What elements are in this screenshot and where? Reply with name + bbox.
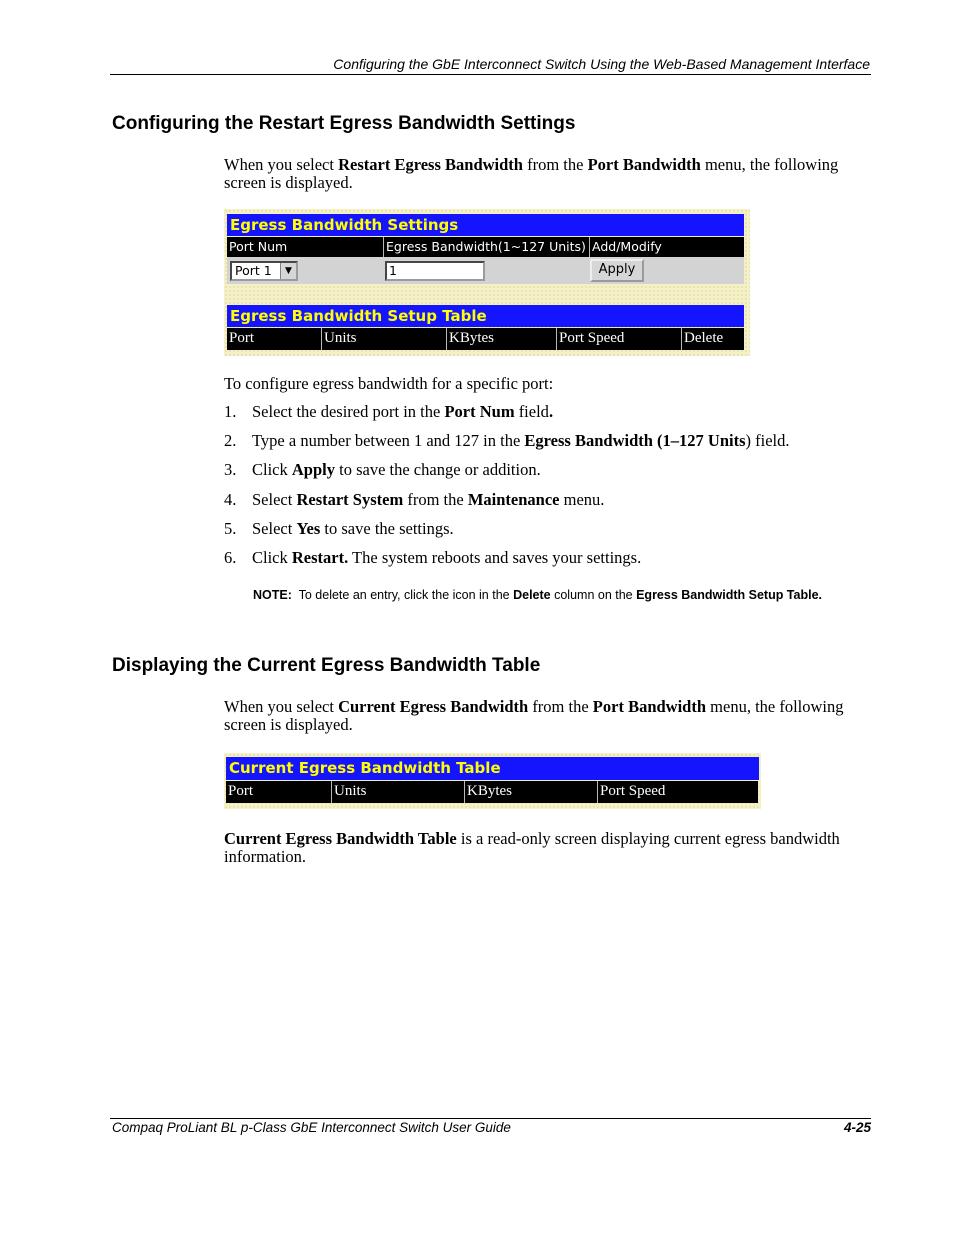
column-header-add-modify: Add/Modify (589, 237, 744, 257)
column-header-port: Port (229, 330, 255, 346)
column-header-port-speed: Port Speed (556, 328, 681, 350)
column-header-kbytes: KBytes (446, 328, 556, 350)
running-header: Configuring the GbE Interconnect Switch Using the Web-Based Management Interface (333, 56, 870, 72)
steps-list (224, 402, 790, 577)
current-table-header-row (226, 781, 758, 803)
column-header-port-num: Port Num (229, 239, 288, 254)
port-select-value: Port 1 (235, 263, 272, 278)
column-header-delete: Delete (681, 328, 744, 350)
column-header-units: Units (331, 781, 464, 803)
footer-title: Compaq ProLiant BL p-Class GbE Interconnect Switch User Guide (112, 1120, 511, 1135)
footer-rule (110, 1118, 871, 1119)
column-header-kbytes: KBytes (464, 781, 597, 803)
list-item: 2. Type a number between 1 and 127 in the Egress Bandwidth (1–127 Units) field. (224, 431, 790, 451)
chevron-down-icon[interactable]: ▼ (280, 263, 296, 279)
current-table-title-bar: Current Egress Bandwidth Table (226, 757, 759, 780)
column-header-port: Port (228, 783, 254, 799)
list-item: 4. Select Restart System from the Maintenance menu. (224, 489, 605, 509)
section2-description: Current Egress Bandwidth Table is a read-only screen displaying current egress bandwidth information. (224, 829, 840, 866)
setup-table-title-bar: Egress Bandwidth Setup Table (227, 305, 744, 327)
section2-intro: When you select Current Egress Bandwidth from the Port Bandwidth menu, the following screen is displayed. (224, 697, 844, 734)
list-item: 1. Select the desired port in the Port Num field. (224, 402, 554, 421)
egress-bandwidth-input[interactable]: 1 (385, 261, 485, 281)
port-num-select[interactable] (230, 261, 298, 281)
column-header-egress-bandwidth: Egress Bandwidth(1~127 Units) (383, 237, 589, 257)
settings-input-row (227, 257, 744, 284)
column-header-units: Units (321, 328, 446, 350)
apply-button[interactable]: Apply (590, 259, 644, 282)
settings-title-bar: Egress Bandwidth Settings (227, 214, 744, 236)
note-box: NOTE: To delete an entry, click the icon in the Delete column on the Egress Bandwidth Setup Table. (253, 588, 823, 602)
list-item: 6. Click Restart. The system reboots and saves your settings. (224, 547, 642, 567)
section1-intro: When you select Restart Egress Bandwidth from the Port Bandwidth menu, the following screen is displayed. (224, 155, 839, 192)
setup-table-header-row (227, 328, 744, 350)
list-item: 3. Click Apply to save the change or addition. (224, 460, 541, 480)
section-heading-current-egress: Displaying the Current Egress Bandwidth Table (112, 655, 541, 676)
page-number: 4-25 (843, 1120, 871, 1135)
header-rule (110, 74, 871, 75)
instructions-lead: To configure egress bandwidth for a specific port: (224, 374, 554, 393)
egress-settings-screenshot (224, 209, 750, 356)
section-heading-restart-egress: Configuring the Restart Egress Bandwidth Settings (112, 113, 576, 134)
list-item: 5. Select Yes to save the settings. (224, 518, 454, 538)
current-egress-screenshot (224, 753, 761, 809)
column-header-port-speed: Port Speed (597, 781, 758, 803)
note-label: NOTE: (253, 588, 292, 602)
settings-header-row (227, 237, 744, 257)
